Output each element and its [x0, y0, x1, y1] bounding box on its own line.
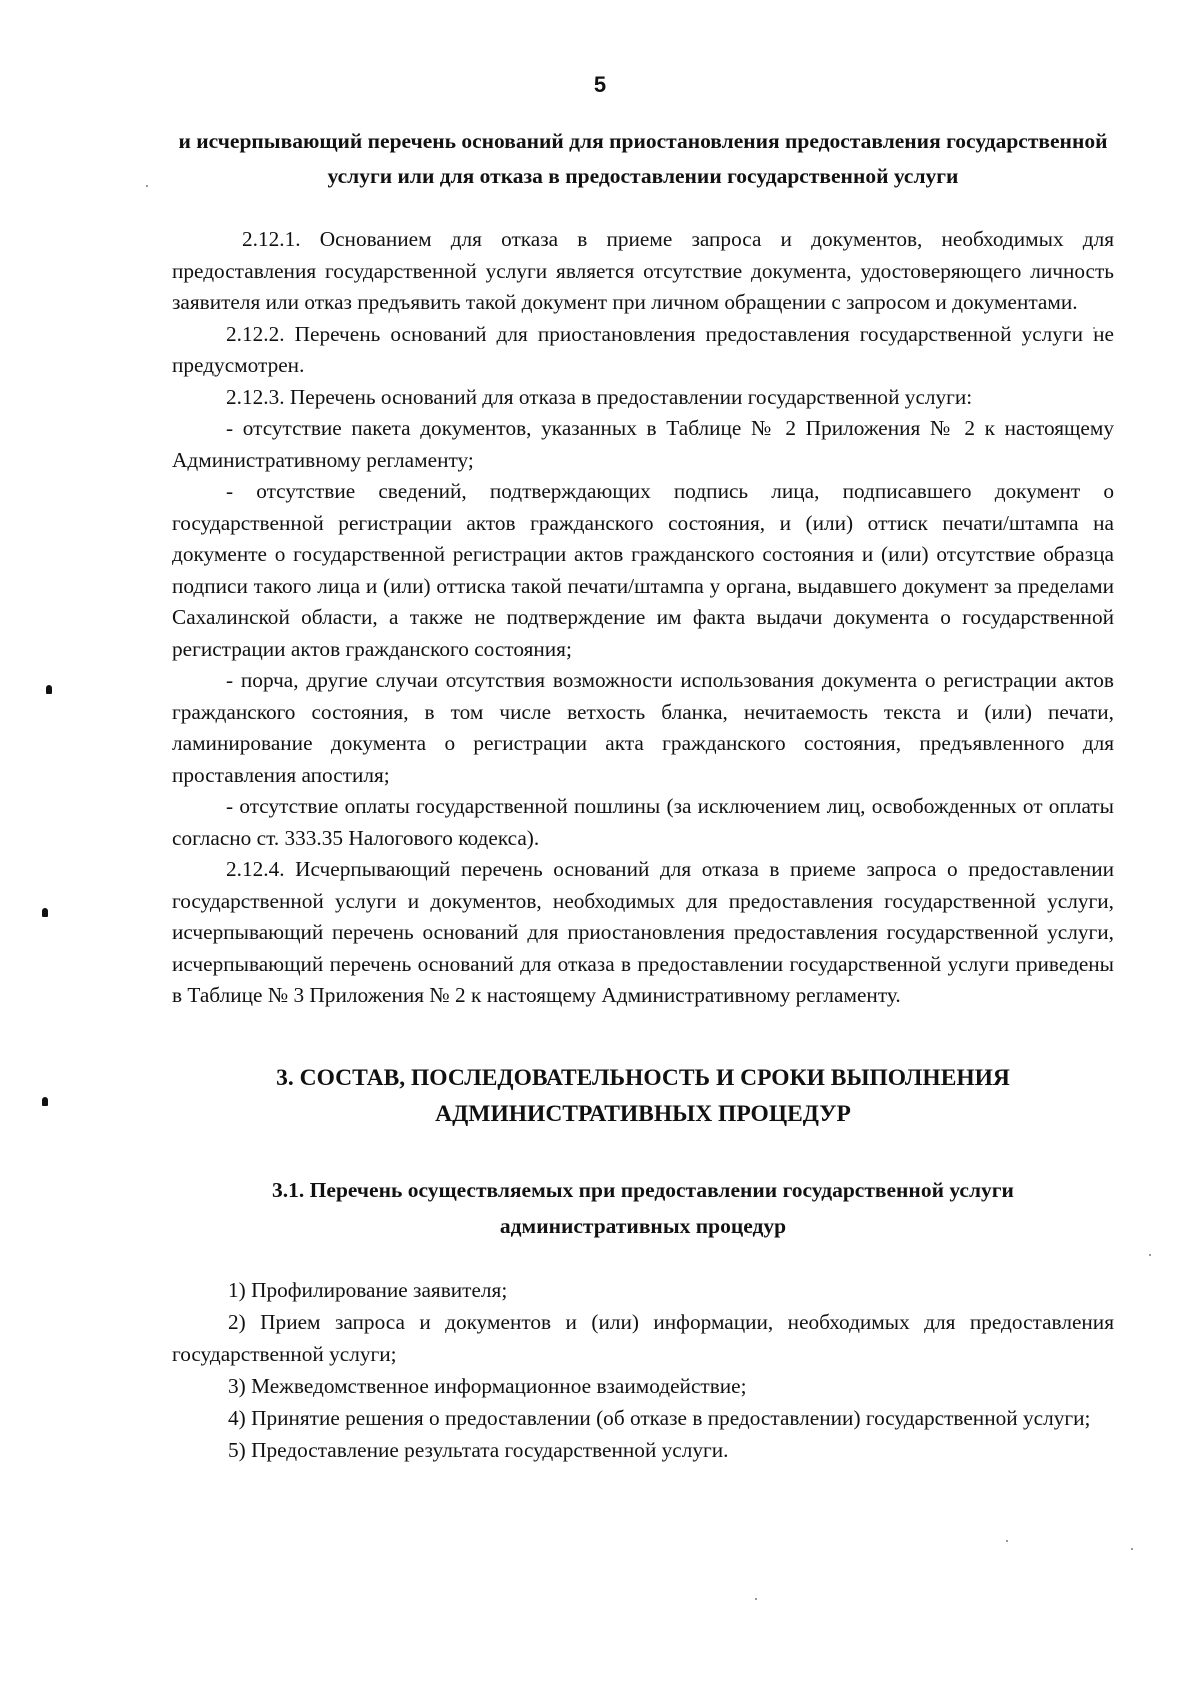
- scan-mark: [42, 908, 48, 917]
- subsection-3-1-title-line2: административных процедур: [499, 1213, 787, 1238]
- paragraph-2-12-2: 2.12.2. Перечень оснований для приостановления предоставления государственной услуги не предусмотрен.: [172, 321, 1114, 377]
- procedure-item: 2) Прием запроса и документов и (или) информации, необходимых для предоставления государственной услуги;: [172, 1309, 1114, 1366]
- reason-item: - отсутствие оплаты государственной пошлины (за исключением лиц, освобожденных от оплаты согласно ст. 333.35 Налогового кодекса).: [172, 794, 1114, 850]
- section-3-title-line2: АДМИНИСТРАТИВНЫХ ПРОЦЕДУР: [435, 1100, 851, 1127]
- reason-item: - отсутствие пакета документов, указанных в Таблице № 2 Приложения № 2 к настоящему Административному регламенту;: [172, 416, 1114, 472]
- scan-speck: [1149, 1254, 1151, 1256]
- reason-item: - отсутствие сведений, подтверждающих подпись лица, подписавшего документ о государственной регистрации актов гражданского состояния, и (или) оттиск печати/штампа на документе о государственной регистрации актов гражданского состояния и (или) отсутствие образца подписи такого лица и (или) оттиска такой печати/штампа у органа, выдавшего документ за пределами Сахалинской области, а также не подтверждение им факта выдачи документа о государственной регистрации актов гражданского состояния;: [172, 479, 1114, 661]
- section-3-title: [172, 1060, 1114, 1132]
- reason-item: - порча, другие случаи отсутствия возможности использования документа о регистрации актов гражданского состояния, в том числе ветхость бланка, нечитаемость текста и (или) печати, ламинирование документа о регистрации акта гражданского состояния, предъявленного для проставления апостиля;: [172, 668, 1114, 787]
- scan-mark: [42, 1097, 48, 1106]
- procedure-item: 5) Предоставление результата государственной услуги.: [228, 1437, 729, 1462]
- paragraph-2-12-3: 2.12.3. Перечень оснований для отказа в предоставлении государственной услуги:: [226, 384, 973, 409]
- subsection-3-1-title: [172, 1172, 1114, 1244]
- section-3-title-line1: 3. СОСТАВ, ПОСЛЕДОВАТЕЛЬНОСТЬ И СРОКИ ВЫПОЛНЕНИЯ: [276, 1064, 1010, 1091]
- paragraph-2-12-1: 2.12.1. Основанием для отказа в приеме запроса и документов, необходимых для предоставления государственной услуги является отсутствие документа, удостоверяющего личность заявителя или отказ предъявить такой документ при личном обращении с запросом и документами.: [172, 227, 1114, 314]
- procedure-item: 1) Профилирование заявителя;: [228, 1277, 508, 1302]
- page-content: [172, 124, 1114, 1466]
- page-number: 5: [593, 72, 607, 97]
- scan-mark: [46, 685, 52, 694]
- scan-speck: [755, 1598, 757, 1600]
- scan-speck: [1006, 1540, 1008, 1542]
- subsection-3-1-title-line1: 3.1. Перечень осуществляемых при предоставлении государственной услуги: [272, 1177, 1014, 1202]
- section-heading: и исчерпывающий перечень оснований для приостановления предоставления государственной услуги или для отказа в предоставлении государственной услуги: [178, 129, 1108, 188]
- scan-speck: [1131, 1548, 1133, 1550]
- paragraph-2-12-4: 2.12.4. Исчерпывающий перечень оснований для отказа в приеме запроса о предоставлении государственной услуги и документов, необходимых для предоставления государственной услуги, исчерпывающий перечень оснований для приостановления предоставления государственной услуги, исчерпывающий перечень оснований для отказа в предоставлении государственной услуги приведены в Таблице № 3 Приложения № 2 к настоящему Административному регламенту.: [172, 857, 1114, 1007]
- scan-speck: [146, 185, 148, 187]
- procedure-item: 3) Межведомственное информационное взаимодействие;: [228, 1373, 747, 1398]
- procedure-item: 4) Принятие решения о предоставлении (об отказе в предоставлении) государственной услуги;: [228, 1405, 1091, 1430]
